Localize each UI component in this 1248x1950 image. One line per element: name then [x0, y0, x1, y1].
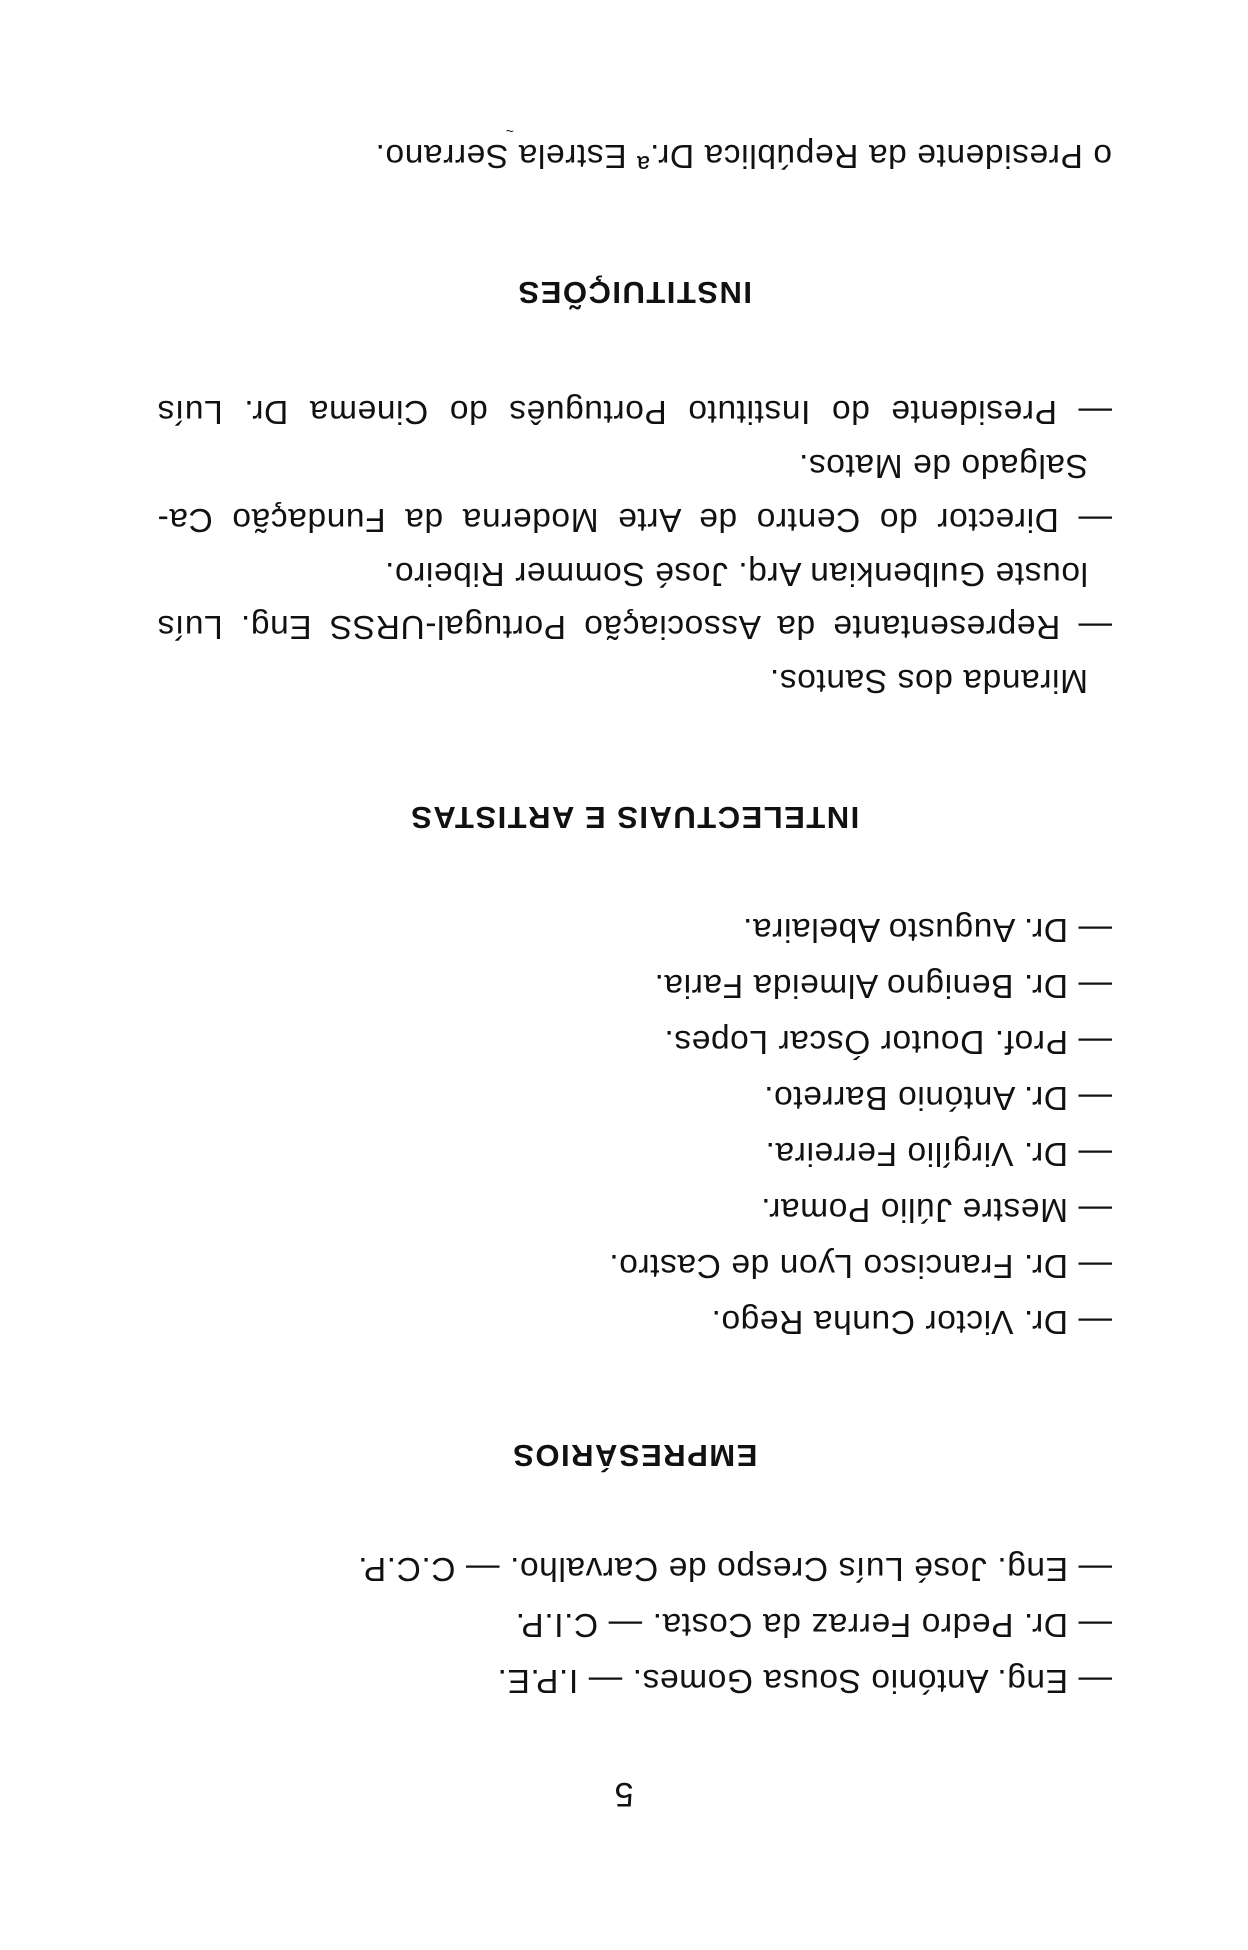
opening-line	[157, 135, 1112, 175]
instituicoes-line-4: louste Gulbenkian Arq. José Sommer Ribeiro.	[384, 555, 1088, 592]
intelectuais-line-3: — Prof. Doutor Óscar Lopes.	[663, 1023, 1112, 1060]
intelectuais-line-4: — Dr. António Barreto.	[763, 1079, 1112, 1116]
instituicoes-line-2: Salgado de Matos.	[798, 447, 1088, 484]
heading-instituicoes: INSTITUIÇÕES	[517, 275, 753, 310]
intelectuais-line-8: — Dr. Victor Cunha Rego.	[710, 1303, 1112, 1340]
handwritten-correction-mark: ~	[505, 123, 514, 139]
instituicoes-line-6: Miranda dos Santos.	[769, 662, 1088, 699]
empresarios-line-3: — Eng. António Sousa Gomes. — I.P.E.	[497, 1662, 1112, 1699]
instituicoes-line-3: — Director do Centro de Arte Moderna da Fundação Ca-	[157, 501, 1112, 538]
opening-prefix: o Presidente da Rep	[795, 137, 1112, 174]
page-number: 5	[614, 1775, 634, 1813]
intelectuais-line-5: — Dr. Virgílio Ferreira.	[765, 1135, 1112, 1172]
intelectuais-line-7: — Dr. Francisco Lyon de Castro.	[608, 1247, 1112, 1284]
empresarios-line-1: — Eng. José Luís Crespo de Carvalho. — C.C.P.	[357, 1550, 1112, 1587]
heading-intelectuais: INTELECTUAIS E ARTISTAS	[409, 800, 860, 835]
opening-suffix: blica Dr.ª Estrela Serrano.	[374, 137, 776, 174]
intelectuais-line-1: — Dr. Augusto Abelaira.	[742, 911, 1112, 948]
empresarios-line-2: — Dr. Pedro Ferraz da Costa. — C.I.P.	[515, 1606, 1112, 1643]
intelectuais-line-6: — Mestre Júlio Pomar.	[760, 1191, 1112, 1228]
corrected-letter: ú	[775, 137, 796, 174]
heading-empresarios: EMPRESÁRIOS	[511, 1438, 758, 1473]
instituicoes-line-1: — Presidente do Instituto Português do Cinema Dr. Luís	[157, 393, 1112, 430]
instituicoes-line-5: — Representante da Associação Portugal-URSS Eng. Luís	[157, 608, 1112, 645]
intelectuais-line-2: — Dr. Benigno Almeida Faria.	[653, 967, 1112, 1004]
